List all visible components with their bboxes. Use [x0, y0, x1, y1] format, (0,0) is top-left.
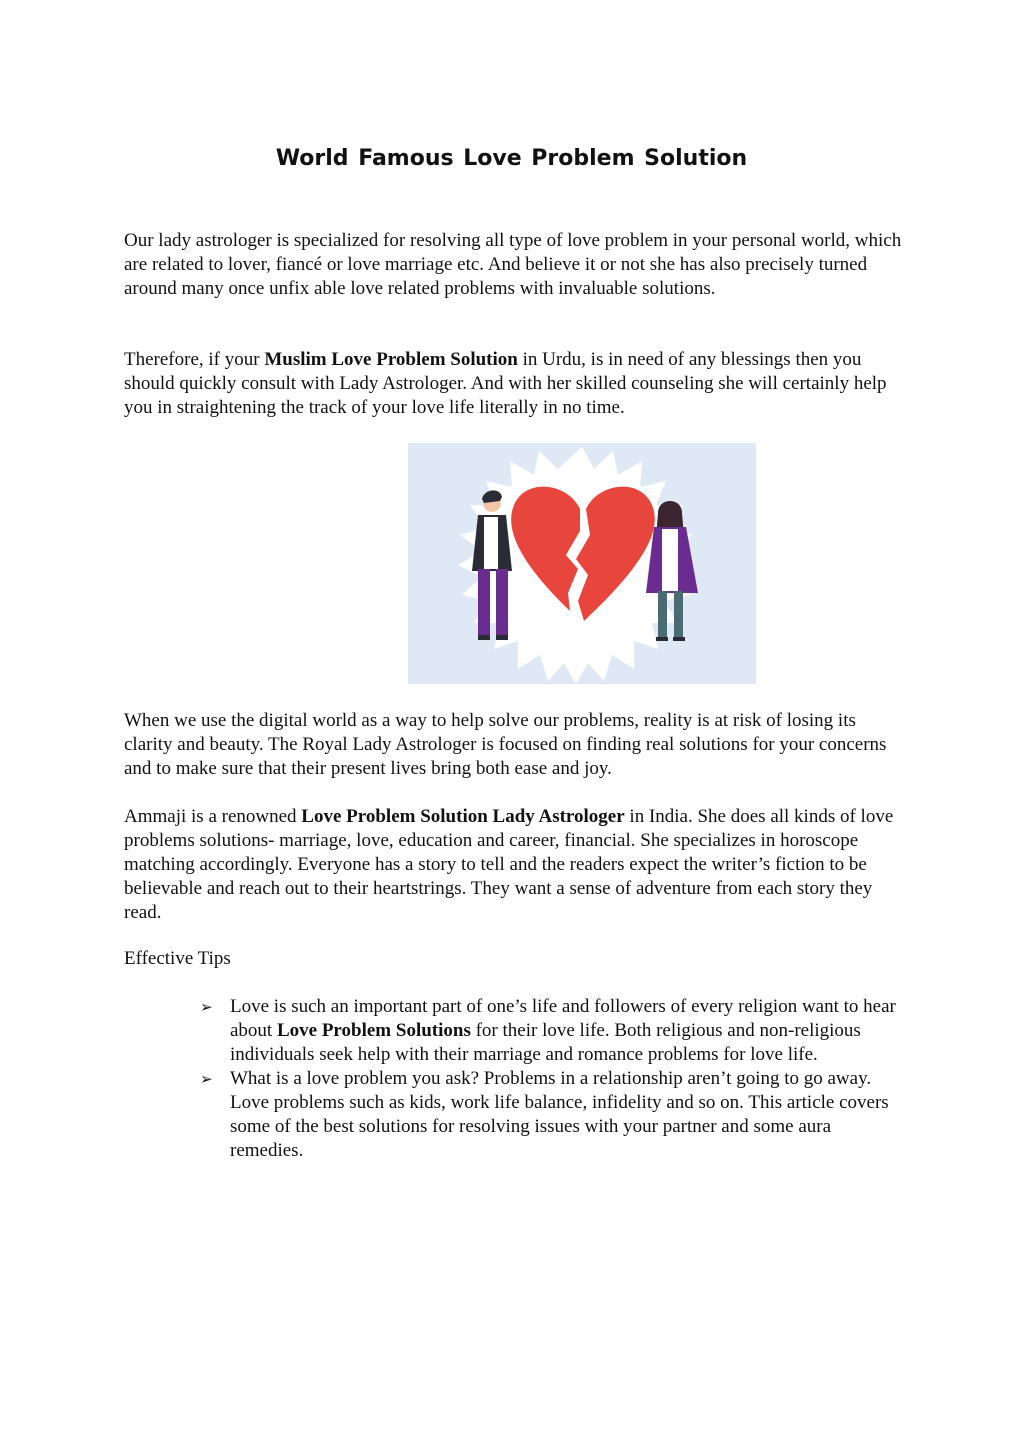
text-span: Love is such an important part of one’s life and followers of every religion want to hear about	[230, 996, 896, 1041]
bold-keyword: Love Problem Solution Lady Astrologer	[301, 806, 625, 827]
tips-list	[196, 995, 896, 1163]
text-span: Ammaji is a renowned	[124, 806, 302, 827]
text-span: for their love life. Both religious and non-religious individuals seek help with their marriage and romance problems for love life.	[230, 1020, 861, 1065]
ammaji-paragraph	[124, 805, 904, 925]
bold-keyword: Love Problem Solutions	[276, 1020, 471, 1041]
list-item	[196, 1067, 896, 1163]
list-item	[196, 995, 896, 1067]
text-span: in Urdu, is in need of any blessings then you should quickly consult with Lady Astrologer. And with her skilled counseling she will certainly help you in straightening the track of your love life literally in no time.	[124, 349, 887, 418]
broken-heart-couple-illustration	[408, 443, 756, 684]
muslim-solution-paragraph	[124, 348, 904, 420]
arrowhead-bullet-icon: ➢	[200, 998, 213, 1016]
digital-world-paragraph: When we use the digital world as a way to help solve our problems, reality is at risk of losing its clarity and beauty. The Royal Lady Astrologer is focused on finding real solutions for your concerns and to make sure that their present lives bring both ease and joy.	[124, 710, 887, 779]
bold-keyword: Muslim Love Problem Solution	[264, 349, 518, 370]
page-title: World Famous Love Problem Solution	[275, 146, 748, 171]
arrowhead-bullet-icon: ➢	[200, 1070, 213, 1088]
effective-tips-heading: Effective Tips	[124, 948, 231, 969]
text-span: Therefore, if your	[124, 349, 265, 370]
intro-paragraph: Our lady astrologer is specialized for resolving all type of love problem in your personal world, which are related to lover, fiancé or love marriage etc. And believe it or not she has also precisely turned around many once unfix able love related problems with invaluable solutions.	[124, 230, 902, 299]
text-span: What is a love problem you ask? Problems in a relationship aren’t going to go away. Love problems such as kids, work life balance, infidelity and so on. This article covers some of the best solutions for resolving issues with your partner and some aura remedies.	[230, 1068, 889, 1161]
text-span: in India. She does all kinds of love problems solutions- marriage, love, education and career, financial. She specializes in horoscope matching accordingly. Everyone has a story to tell and the readers expect the writer’s fiction to be believable and reach out to their heartstrings. They want a sense of adventure from each story they read.	[124, 806, 894, 923]
